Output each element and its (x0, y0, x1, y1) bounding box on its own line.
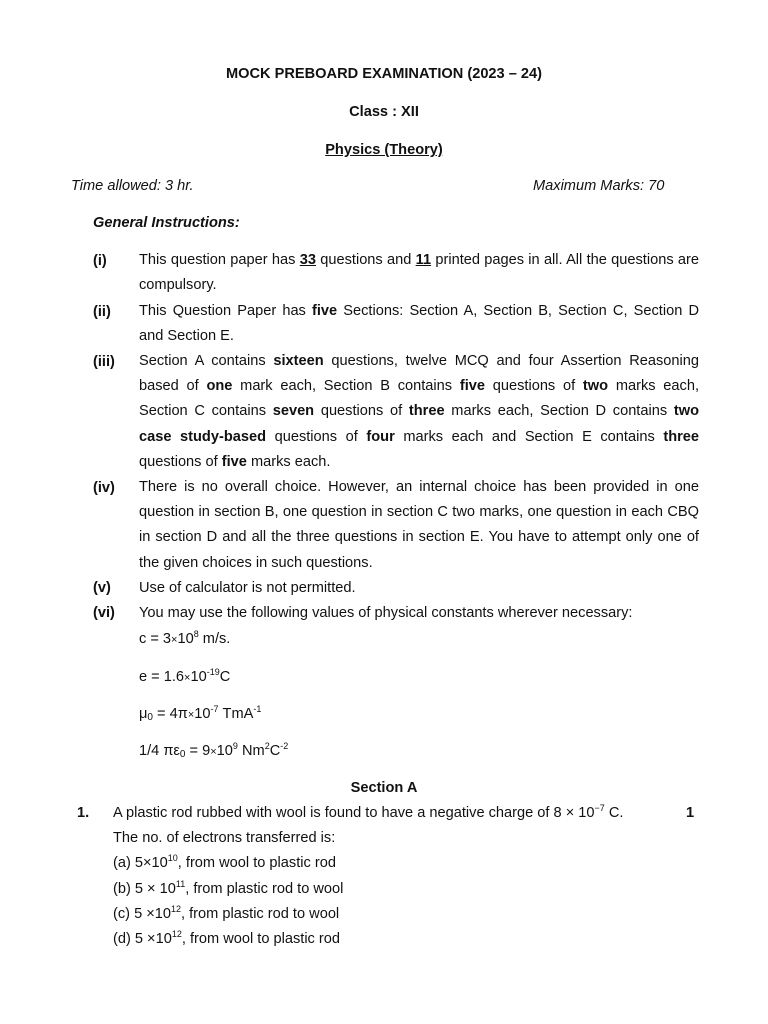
bold-span: seven (272, 403, 315, 420)
text-span: questions and (315, 252, 416, 268)
text-span: This question paper has (139, 252, 300, 268)
text-span: marks each. (246, 453, 331, 470)
question-text (113, 805, 623, 821)
superscript: -1 (253, 704, 262, 714)
text-span: (a) 5×10 (113, 855, 168, 871)
text-span: questions of (266, 428, 367, 445)
bold-span: five (312, 303, 338, 319)
text-span: c = 3 (139, 631, 172, 647)
superscript: -19 (206, 667, 220, 677)
constant-electron-charge (139, 669, 230, 685)
superscript: -2 (280, 741, 289, 751)
bold-span: three (408, 403, 445, 420)
text-span: 10 (190, 669, 207, 685)
text-span: m/s. (198, 631, 231, 647)
bold-span: sixteen (273, 353, 324, 369)
text-span: A plastic rod rubbed with wool is found to have a negative charge of 8 × 10 (113, 805, 595, 821)
option-a (113, 855, 336, 871)
instruction-number: (ii) (93, 304, 111, 320)
times-sign: × (184, 672, 191, 684)
superscript: 10 (167, 853, 178, 863)
subscript: 0 (179, 749, 186, 760)
bold-span: four (366, 428, 395, 445)
instruction-text (139, 349, 699, 475)
bold-span: three (663, 428, 700, 445)
question-number: 1. (77, 805, 90, 821)
instruction-number: (iv) (93, 480, 115, 496)
times-sign: × (171, 634, 178, 646)
text-span: TmA (218, 706, 254, 722)
text-span: 1/4 πε (139, 743, 180, 759)
bold-span: two (582, 378, 609, 395)
text-span: printed pages in all. All the questions are compulsory. (139, 252, 699, 294)
instruction-text (139, 299, 699, 349)
superscript: 9 (232, 741, 238, 751)
bold-span: 11 (415, 252, 432, 268)
text-span: 10 (216, 743, 233, 759)
bold-span: two case study-based (139, 403, 699, 445)
text-span: , from wool to plastic rod (181, 931, 341, 947)
instruction-text: There is no overall choice. However, an internal choice has been provided in one question in section B, one question in section C two marks, one question in each CBQ in section D and all the three questions in section E. You have to attempt only one of the given choices in such questions. (139, 479, 699, 571)
text-span: (d) 5 ×10 (113, 931, 172, 947)
exam-title: MOCK PREBOARD EXAMINATION (2023 – 24) (226, 66, 542, 82)
bold-span: five (221, 453, 247, 470)
times-sign: × (210, 746, 217, 758)
text-span: e = 1.6 (139, 669, 185, 685)
instruction-text (139, 248, 699, 298)
constant-coulomb (139, 743, 288, 759)
subscript: 0 (147, 712, 153, 723)
instruction-text: Use of calculator is not permitted. (139, 580, 356, 596)
option-d (113, 931, 340, 947)
superscript: −7 (594, 803, 605, 813)
question-marks: 1 (686, 805, 695, 821)
text-span: marks each, Section C contains (139, 378, 700, 420)
text-span: marks each and Section E contains (394, 428, 664, 445)
time-allowed: Time allowed: 3 hr. (71, 178, 194, 194)
instruction-number: (iii) (93, 354, 115, 370)
text-span: , from wool to plastic rod (177, 855, 336, 871)
superscript: -7 (210, 704, 219, 714)
text-span: questions of (314, 403, 409, 420)
text-span: Nm (237, 743, 265, 759)
instruction-number: (vi) (93, 605, 115, 621)
option-c (113, 906, 339, 922)
instruction-text: You may use the following values of physical constants wherever necessary: (139, 605, 633, 621)
instruction-number: (i) (93, 253, 107, 269)
superscript: 8 (193, 629, 199, 639)
constant-speed-of-light (139, 631, 230, 647)
class-line (0, 104, 768, 120)
text-span: Section A contains (139, 353, 274, 369)
text-span: questions of (139, 453, 222, 470)
section-heading: Section A (350, 780, 418, 796)
constant-permeability (139, 706, 261, 722)
question-subtext: The no. of electrons transferred is: (113, 830, 336, 846)
superscript: 12 (171, 904, 182, 914)
text-span: questions of (485, 378, 583, 395)
subject-title: Physics (Theory) (325, 142, 443, 158)
text-span: , from plastic rod to wool (181, 906, 340, 922)
text-span: This Question Paper has (139, 303, 312, 319)
text-span: C. (604, 805, 624, 821)
text-span: , from plastic rod to wool (185, 881, 344, 897)
text-span: 10 (194, 706, 211, 722)
text-span: 10 (177, 631, 194, 647)
maximum-marks: Maximum Marks: 70 (533, 178, 665, 194)
text-span: μ (139, 706, 148, 722)
times-sign: × (187, 709, 195, 721)
option-b (113, 881, 343, 897)
text-span: mark each, Section B contains (232, 378, 460, 395)
superscript: 2 (264, 741, 270, 751)
superscript: 12 (171, 929, 182, 939)
text-span: (b) 5 × 10 (113, 881, 176, 897)
text-span: questions, twelve MCQ and four Assertion Reasoning based of (139, 353, 700, 395)
superscript: 11 (175, 879, 186, 889)
class-value: XII (401, 104, 419, 120)
text-span: C (219, 669, 231, 685)
text-span: = 4π (152, 706, 188, 722)
instruction-number: (v) (93, 580, 111, 596)
text-span: (c) 5 ×10 (113, 906, 171, 922)
text-span: C (269, 743, 281, 759)
bold-span: five (459, 378, 485, 395)
text-span: marks each, Section D contains (444, 403, 674, 420)
bold-span: one (206, 378, 233, 395)
instructions-heading: General Instructions: (93, 215, 240, 231)
text-span: = 9 (185, 743, 211, 759)
bold-span: 33 (299, 252, 316, 268)
text-span: Sections: Section A, Section B, Section C, Section D and Section E. (139, 303, 700, 345)
class-label: Class : (349, 104, 402, 120)
